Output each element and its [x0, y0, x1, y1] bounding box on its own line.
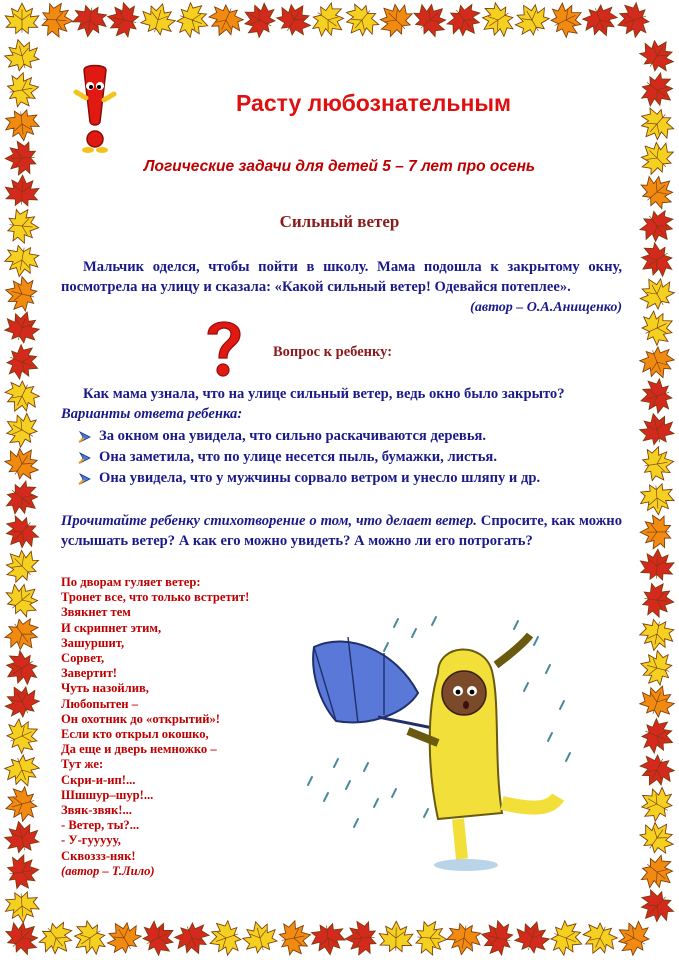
- story-title: Сильный ветер: [279, 212, 400, 231]
- variants-label: Варианты ответа ребенка:: [61, 406, 243, 422]
- poem-line: Чуть назойлив,: [61, 681, 149, 696]
- poem-line: Если кто открыл окошко,: [61, 727, 209, 742]
- poem-line: Сорвет,: [61, 651, 105, 666]
- poem-line: Шшшур–шур!...: [61, 787, 154, 802]
- list-item: [78, 468, 540, 489]
- answers-list: [78, 426, 540, 489]
- arrow-bullet-icon: [78, 430, 92, 444]
- poem-line: Он охотник до «открытий»!: [61, 711, 220, 726]
- poem-line: Тут же:: [61, 757, 104, 772]
- poem-line: - У-гууууу,: [61, 833, 121, 848]
- poem-line: Звякнет тем: [61, 605, 131, 620]
- poem-line: Сквоззз-няк!: [61, 848, 136, 863]
- poem-line: - Ветер, ты?...: [61, 818, 140, 833]
- poem-line: Зашуршит,: [61, 635, 125, 650]
- answer-text: Она увидела, что у мужчины сорвало ветром и унесло шляпу и др.: [99, 470, 541, 486]
- poem-line: По дворам гуляет ветер:: [61, 575, 201, 589]
- poem-line: Тронет все, что только встретит!: [61, 590, 250, 605]
- question-mark-icon: [200, 316, 248, 380]
- list-item: [78, 426, 540, 447]
- story-author: (автор – О.А.Анищенко): [470, 300, 622, 315]
- list-item: [78, 447, 540, 468]
- poem-line: Завертит!: [61, 666, 117, 681]
- answer-text: Она заметила, что по улице несется пыль, бумажки, листья.: [99, 449, 497, 465]
- exclamation-icon: [66, 64, 126, 154]
- prompt-italic: Прочитайте ребенку стихотворение о том, что делает ветер.: [61, 513, 477, 529]
- arrow-bullet-icon: [78, 472, 92, 486]
- question-label: Вопрос к ребенку:: [273, 344, 393, 360]
- poem: [61, 575, 249, 879]
- page-subtitle: Логические задачи для детей 5 – 7 лет про осень: [143, 158, 536, 175]
- prompt-paragraph: [61, 511, 622, 551]
- page-title: Расту любознательным: [236, 90, 512, 116]
- poem-line: Скри-и-ип!...: [61, 772, 136, 787]
- poem-line: И скрипнет этим,: [61, 620, 162, 635]
- prompt-text: Спросите, как можно услышать ветер? А как его можно увидеть? А можно ли его потрогать?: [61, 513, 622, 549]
- story-text: Мальчик оделся, чтобы пойти в школу. Мама подошла к закрытому окну, посмотрела на улицу и сказала: «Какой сильный ветер! Одевайся потеплее».: [61, 259, 622, 295]
- answer-text: За окном она увидела, что сильно раскачиваются деревья.: [99, 428, 487, 444]
- arrow-bullet-icon: [78, 451, 92, 465]
- question-text: Как мама узнала, что на улице сильный ветер, ведь окно было закрыто?: [83, 386, 565, 402]
- poem-line: Да еще и дверь немножко –: [61, 742, 217, 757]
- girl-umbrella-illustration: [288, 613, 588, 875]
- poem-line: Любопытен –: [61, 696, 139, 711]
- poem-author: (автор – Т.Лило): [61, 863, 155, 878]
- poem-line: Звяк-звяк!...: [61, 803, 132, 818]
- story-paragraph: [61, 257, 622, 297]
